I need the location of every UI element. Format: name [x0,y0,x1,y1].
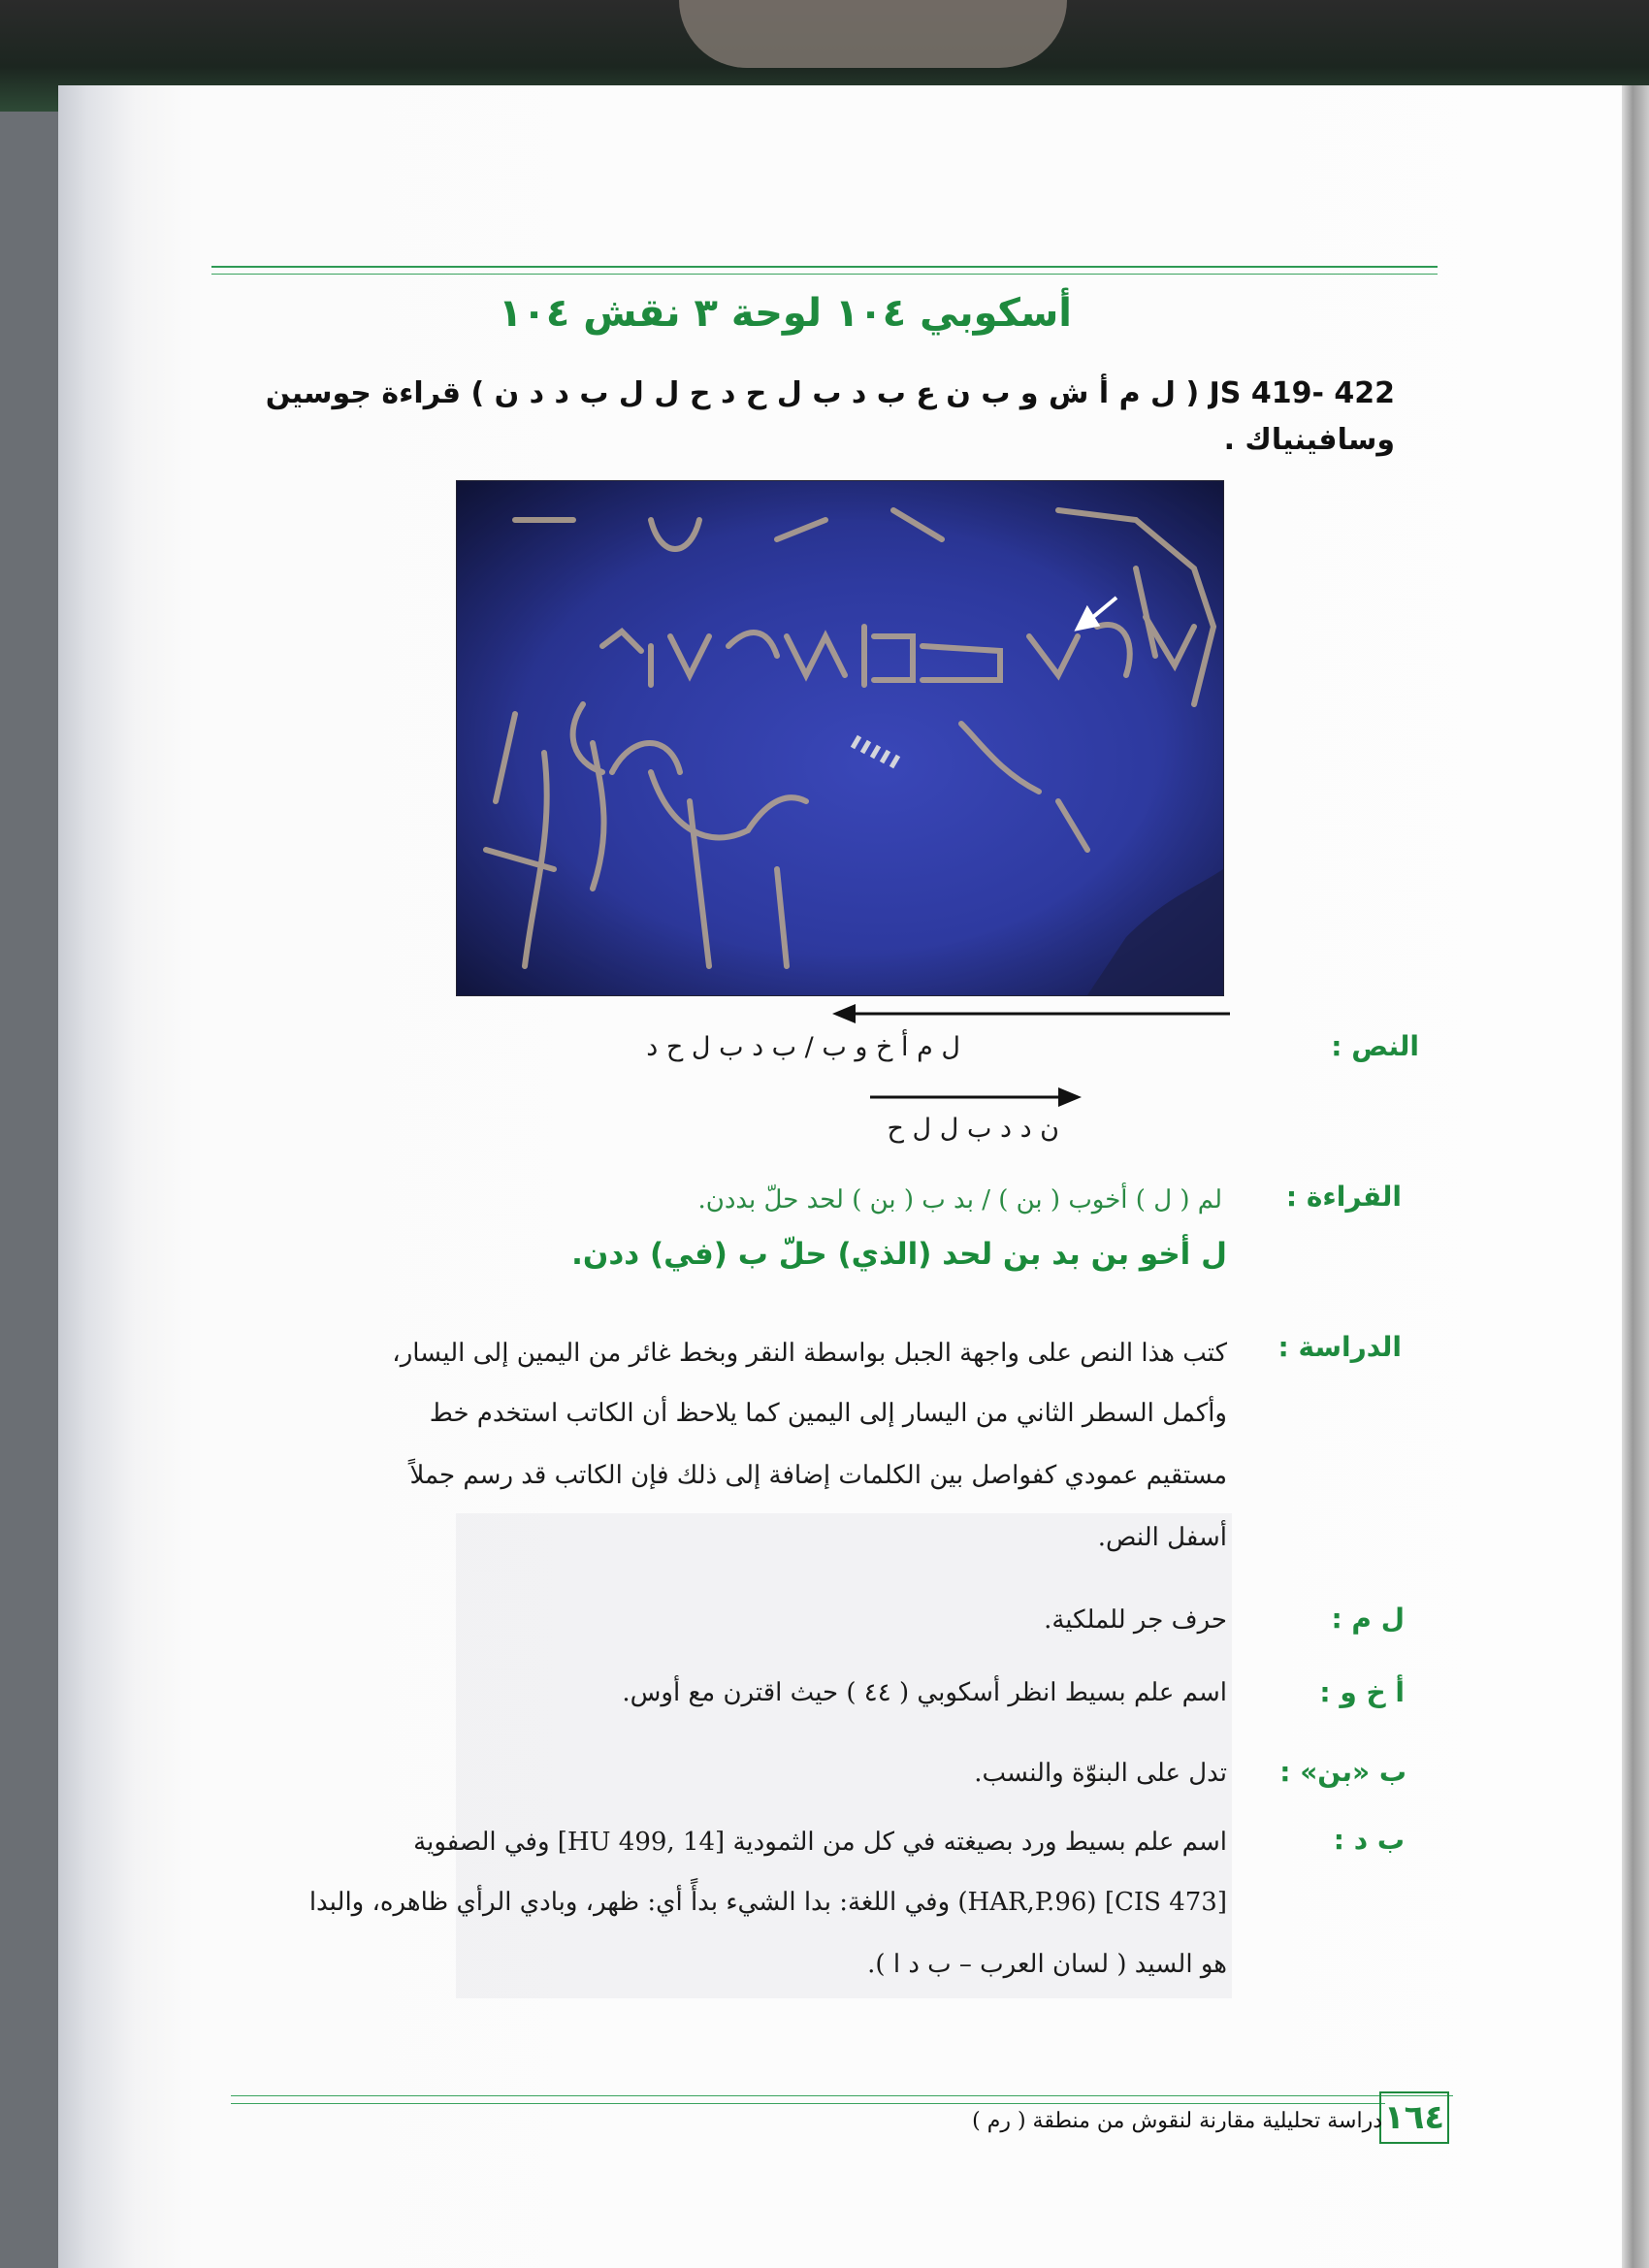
glossary-definition: [CIS 473] (HAR,P.96) وفي اللغة: بدا الشيء بدأً أي: ظهر، وبادي الرأي ظاهره، والبدا [308,1888,1227,1917]
study-line: كتب هذا النص على واجهة الجبل بواسطة النقر وبخط غائر من اليمين إلى اليسار، [392,1339,1227,1368]
inscription-label: النص : [1331,1030,1419,1062]
glossary-definition: اسم علم بسيط ورد بصيغته في كل من الثمودية [HU 499, 14] وفي الصفوية [413,1828,1227,1857]
glossary-definition: تدل على البنوّة والنسب. [974,1759,1227,1788]
reading-text: لم ( ل ) أخوب ( بن ) / بد ب ( بن ) لحد حلّ بددن. [697,1185,1222,1215]
arrow-right-icon [868,1083,1082,1112]
rock-engraving [457,481,1223,995]
glossary-term: ب «بن» : [1279,1756,1406,1788]
header-rule-top [211,266,1438,268]
study-line: مستقيم عمودي كفواصل بين الكلمات إضافة إلى ذلك فإن الكاتب قد رسم جملاً [409,1461,1227,1490]
page-number: ١٦٤ [1381,2091,1447,2144]
arrow-left-icon [832,999,1234,1028]
reference-line: JS 419- 422 ( ل م أ ش و ب ن ع ب د ب ل ح د ح ل ل ب د د ن ) قراءة جوسين وسافينياك . [265,376,1395,457]
reading-translation: ل أخو بن بد بن لحد (الذي) حلّ ب (في) ددن. [571,1237,1227,1272]
inscription-photo [456,480,1224,996]
header-rule-bottom [211,274,1438,275]
footer-text: دراسة تحليلية مقارنة لنقوش من منطقة ( رم ) [972,2109,1382,2133]
study-line: وأكمل السطر الثاني من اليسار إلى اليمين كما يلاحظ أن الكاتب استخدم خط [429,1399,1227,1428]
glossary-definition: اسم علم بسيط انظر أسكوبي ( ٤٤ ) حيث اقترن مع أوس. [622,1678,1227,1707]
page-title: أسكوبي ١٠٤ لوحة ٣ نقش ١٠٤ [499,291,1072,336]
glossary-term: أ خ و : [1319,1676,1405,1708]
footer-rule-top [231,2095,1453,2096]
study-line: أسفل النص. [1097,1523,1227,1552]
page-right-edge [1622,85,1649,2268]
finger-shadow [679,0,1067,68]
glossary-definition: هو السيد ( لسان العرب – ب د ا ). [867,1950,1227,1979]
glossary-term: ل م : [1331,1603,1405,1635]
glossary-definition: حرف جر للملكية. [1044,1605,1227,1635]
show-through-shadow [456,1513,1232,1998]
inscription-line2: ن د د ب ل ل ح [887,1114,1059,1144]
inscription-line1: ل م أ خ و ب / ب د ب ل ح د [646,1032,960,1062]
study-label: الدراسة : [1277,1331,1402,1363]
footer-rule-bottom [231,2103,1385,2104]
reading-label: القراءة : [1285,1181,1402,1213]
glossary-term: ب د : [1333,1824,1405,1856]
